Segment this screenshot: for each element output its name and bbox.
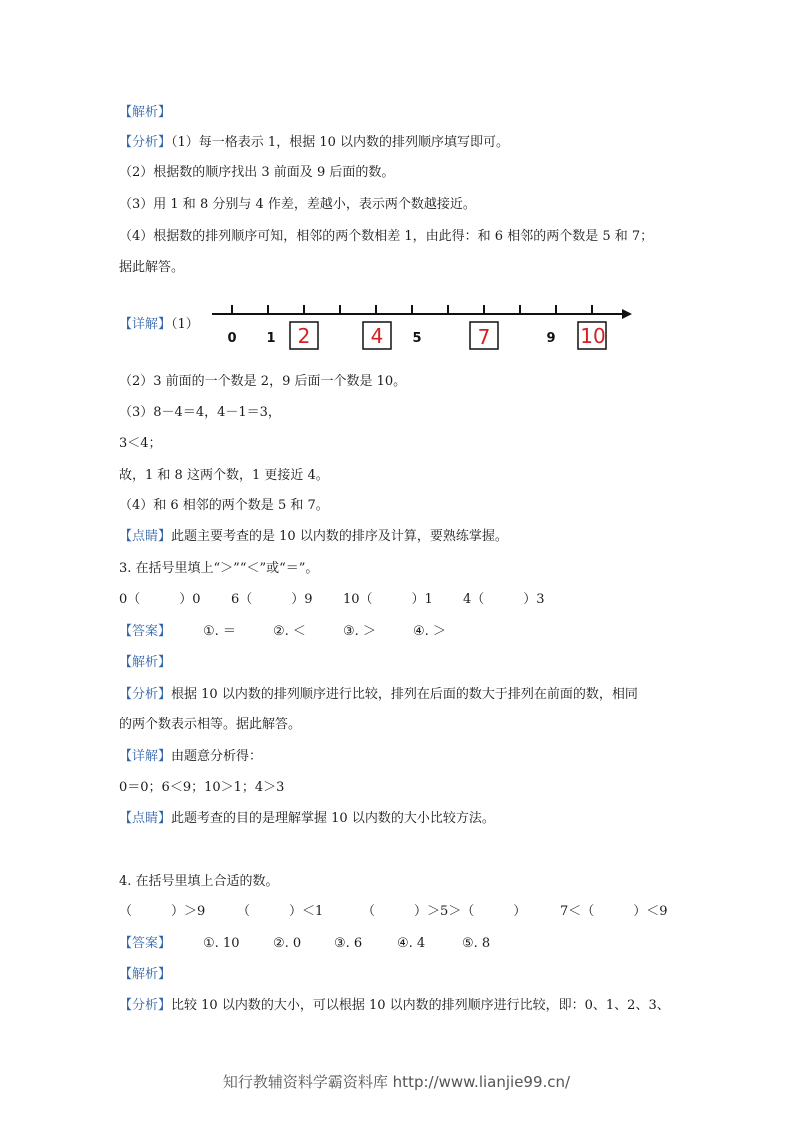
q3-answer-3: ③. ＞ bbox=[343, 624, 376, 639]
detail-line-4: 3＜4； bbox=[119, 436, 162, 451]
q3-xiangjie-text: 由题意分析得： bbox=[171, 749, 263, 764]
q3-dianjing-text: 此题考查的目的是理解掌握 10 以内数的大小比较方法。 bbox=[171, 811, 495, 826]
dianjing-text: 此题主要考查的是 10 以内数的排序及计算，要熟练掌握。 bbox=[171, 529, 508, 544]
q3-fenxi-line-2: 的两个数表示相等。据此解答。 bbox=[119, 717, 302, 732]
number-line-ticks bbox=[232, 305, 592, 314]
detail-line-3: （3）8－4＝4，4－1＝3， bbox=[119, 405, 281, 420]
boxed-label-2: 2 bbox=[297, 324, 311, 348]
q4-item-2: （ ）＜1 bbox=[237, 904, 324, 919]
q3-title: 3. 在括号里填上“＞”“＜”或“＝”。 bbox=[119, 561, 319, 576]
q3-jiexi-heading: 【解析】 bbox=[119, 655, 172, 670]
q4-item-1: （ ）＞9 bbox=[119, 904, 206, 919]
q3-fenxi-line-1 bbox=[119, 686, 638, 704]
q3-item-4: 4（ ）3 bbox=[463, 592, 545, 607]
q4-item-3: （ ）＞5＞（ ） bbox=[362, 904, 527, 919]
q4-title: 4. 在括号里填上合适的数。 bbox=[119, 874, 279, 889]
q3-answer-4: ④. ＞ bbox=[413, 624, 446, 639]
label-1: 1 bbox=[266, 331, 276, 346]
q4-jiexi-heading: 【解析】 bbox=[119, 967, 172, 982]
number-line-figure bbox=[212, 298, 632, 358]
q4-fenxi-line-1 bbox=[119, 997, 670, 1015]
q3-xiangjie-line bbox=[119, 748, 262, 766]
q3-dianjing-tag: 【点睛】 bbox=[119, 811, 172, 826]
detail-line-2: （2）3 前面的一个数是 2，9 后面一个数是 10。 bbox=[119, 374, 407, 389]
boxed-label-10: 10 bbox=[580, 324, 606, 348]
q3-answer-tag: 【答案】 bbox=[119, 624, 172, 639]
q3-dianjing-line bbox=[119, 810, 495, 828]
dianjing-tag: 【点睛】 bbox=[119, 529, 172, 544]
q3-xiangjie-tag: 【详解】 bbox=[119, 749, 172, 764]
q4-answer-4: ④. 4 bbox=[397, 936, 426, 951]
jiexi-heading: 【解析】 bbox=[119, 105, 172, 120]
q4-item-4: 7＜（ ）＜9 bbox=[560, 904, 668, 919]
q3-answer-2: ②. ＜ bbox=[273, 624, 306, 639]
xiangjie-line bbox=[119, 316, 199, 334]
label-5: 5 bbox=[412, 331, 422, 346]
number-line-arrow bbox=[622, 309, 632, 319]
xiangjie-tag: 【详解】 bbox=[119, 317, 172, 332]
fenxi-line-5: 据此解答。 bbox=[119, 260, 185, 275]
fenxi-line-3: （3）用 1 和 8 分别与 4 作差，差越小，表示两个数越接近。 bbox=[119, 197, 476, 212]
q3-item-3: 10（ ）1 bbox=[343, 592, 433, 607]
q4-fenxi-tag: 【分析】 bbox=[119, 998, 172, 1013]
q4-answer-2: ②. 0 bbox=[273, 936, 302, 951]
fenxi-line-2: （2）根据数的顺序找出 3 前面及 9 后面的数。 bbox=[119, 165, 395, 180]
detail-line-5: 故，1 和 8 这两个数，1 更接近 4。 bbox=[119, 468, 329, 483]
boxed-label-4: 4 bbox=[370, 324, 384, 348]
fenxi-line-4: （4）根据数的排列顺序可知，相邻的两个数相差 1，由此得：和 6 相邻的两个数是 5 和 7； bbox=[119, 229, 654, 244]
fenxi-tag: 【分析】 bbox=[119, 135, 172, 150]
boxed-label-7: 7 bbox=[477, 325, 491, 349]
q4-answer-3: ③. 6 bbox=[334, 936, 363, 951]
footer-watermark: 知行教辅资料学霸资料库 http://www.lianjie99.cn/ bbox=[222, 1073, 571, 1091]
detail-line-6: （4）和 6 相邻的两个数是 5 和 7。 bbox=[119, 498, 329, 513]
q3-fenxi-text: 根据 10 以内数的排列顺序进行比较，排列在后面的数大于排列在前面的数，相同 bbox=[171, 687, 638, 702]
xiangjie-text: （1） bbox=[171, 317, 199, 332]
q3-fenxi-tag: 【分析】 bbox=[119, 687, 172, 702]
q4-answer-5: ⑤. 8 bbox=[462, 936, 491, 951]
label-9: 9 bbox=[546, 331, 556, 346]
q3-answer-1: ①. ＝ bbox=[203, 624, 236, 639]
dianjing-line bbox=[119, 528, 508, 546]
label-0: 0 bbox=[227, 331, 237, 346]
q4-fenxi-text: 比较 10 以内数的大小，可以根据 10 以内数的排列顺序进行比较，即：0、1、2、3、 bbox=[171, 998, 670, 1013]
q3-item-1: 0（ ）0 bbox=[119, 592, 201, 607]
q3-result: 0＝0；6＜9；10＞1；4＞3 bbox=[119, 780, 285, 795]
q4-answer-tag: 【答案】 bbox=[119, 936, 172, 951]
q3-item-2: 6（ ）9 bbox=[231, 592, 313, 607]
fenxi-text: （1）每一格表示 1，根据 10 以内数的排列顺序填写即可。 bbox=[171, 135, 509, 150]
q4-answer-1: ①. 10 bbox=[203, 936, 240, 951]
fenxi-line-1 bbox=[119, 134, 509, 152]
